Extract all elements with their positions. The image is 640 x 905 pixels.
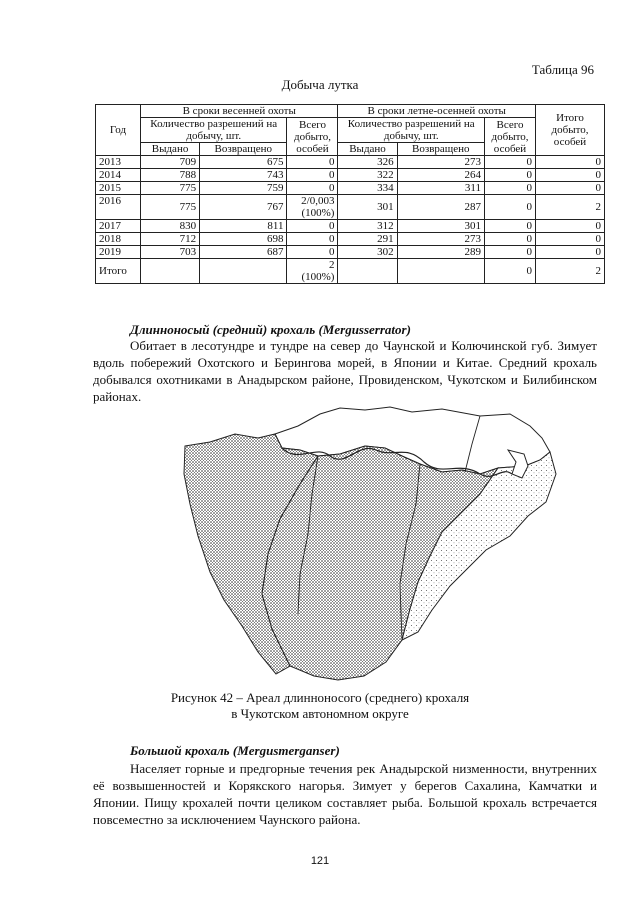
cell-spring-harvested: 0	[287, 156, 338, 169]
cell-spring-harvested	[287, 195, 338, 220]
figure-caption-line-2: в Чукотском автономном округе	[231, 706, 409, 721]
cell-autumn-harvested: 0	[485, 233, 536, 246]
figure-caption	[0, 690, 640, 722]
cell-spring-harvested: 0	[287, 182, 338, 195]
table-title: Добыча лутка	[281, 77, 359, 92]
cell-autumn-issued: 326	[338, 156, 397, 169]
col-header-spring: В сроки весенней охоты	[141, 105, 338, 118]
section-heading-common-merganser: Большой крохаль (Mergusmerganser)	[130, 743, 340, 758]
cell-spring-returned: 759	[200, 182, 287, 195]
cell-autumn-returned: 273	[397, 233, 484, 246]
paragraph-red-breasted-merganser: Обитает в лесотундре и тундре на север до Чаунской и Колючинской губ. Зимует вдоль побережий Охотского и Берингова морей, в Японии и Китае. Средний крохаль добывался охотниками в Анадырском районе, Провиденском, Чукотском и Билибинском районах.	[93, 338, 597, 404]
cell-autumn-returned: 287	[397, 195, 484, 220]
table-row	[96, 169, 605, 182]
cell-autumn-returned: 273	[397, 156, 484, 169]
cell-year: 2014	[96, 169, 141, 182]
cell-autumn-issued: 291	[338, 233, 397, 246]
cell-year: 2015	[96, 182, 141, 195]
col-header-spring-issued: Выдано	[141, 143, 200, 156]
cell-spring-returned: 675	[200, 156, 287, 169]
col-header-autumn-issued: Выдано	[338, 143, 397, 156]
col-header-autumn-permits: Количество разрешений на добычу, шт.	[338, 118, 485, 143]
col-header-autumn: В сроки летне-осенней охоты	[338, 105, 536, 118]
cell-autumn-issued: 312	[338, 220, 397, 233]
cell-autumn-issued: 334	[338, 182, 397, 195]
cell-autumn-returned: 311	[397, 182, 484, 195]
cell-year: 2016	[96, 195, 141, 220]
cell-spring-issued: 775	[141, 195, 200, 220]
cell-total: 0	[536, 182, 605, 195]
cell-year: 2017	[96, 220, 141, 233]
cell-spring-issued: 703	[141, 246, 200, 259]
cell-spring-harvested	[287, 259, 338, 284]
col-header-autumn-returned: Возвращено	[397, 143, 484, 156]
cell-spring-harvested-percent: (100%)	[301, 271, 335, 283]
cell-year: 2018	[96, 233, 141, 246]
cell-autumn-returned: 289	[397, 246, 484, 259]
table-row	[96, 233, 605, 246]
col-header-spring-permits: Количество разрешений на добычу, шт.	[141, 118, 287, 143]
cell-autumn-issued: 301	[338, 195, 397, 220]
cell-spring-returned: 767	[200, 195, 287, 220]
cell-spring-issued: 830	[141, 220, 200, 233]
cell-spring-issued: 775	[141, 182, 200, 195]
range-map	[180, 404, 560, 686]
cell-autumn-returned: 264	[397, 169, 484, 182]
cell-autumn-returned: 301	[397, 220, 484, 233]
cell-total: 0	[536, 233, 605, 246]
cell-spring-returned: 811	[200, 220, 287, 233]
cell-empty	[397, 259, 484, 284]
harvest-table	[95, 104, 605, 284]
cell-spring-issued: 712	[141, 233, 200, 246]
table-row	[96, 246, 605, 259]
cell-total: 0	[536, 246, 605, 259]
table-row	[96, 182, 605, 195]
cell-autumn-harvested: 0	[485, 195, 536, 220]
figure-caption-line-1: Рисунок 42 – Ареал длинноносого (среднего) крохаля	[170, 690, 470, 705]
cell-year: 2019	[96, 246, 141, 259]
col-header-autumn-harvested: Всего добыто, особей	[485, 118, 536, 156]
cell-spring-harvested: 0	[287, 246, 338, 259]
table-row	[96, 220, 605, 233]
cell-autumn-harvested: 0	[485, 169, 536, 182]
cell-spring-returned: 687	[200, 246, 287, 259]
page-number: 121	[310, 855, 330, 867]
cell-spring-harvested-value: 2	[328, 259, 335, 271]
cell-total: 0	[536, 169, 605, 182]
table-number-label: Таблица 96	[531, 62, 594, 77]
cell-empty	[200, 259, 287, 284]
cell-spring-harvested: 0	[287, 169, 338, 182]
cell-year: 2013	[96, 156, 141, 169]
cell-autumn-harvested: 0	[485, 220, 536, 233]
cell-total-label: Итого	[96, 259, 141, 284]
cell-total: 0	[536, 156, 605, 169]
cell-autumn-issued: 302	[338, 246, 397, 259]
cell-autumn-harvested: 0	[485, 182, 536, 195]
col-header-spring-harvested: Всего добыто, особей	[287, 118, 338, 156]
cell-autumn-harvested: 0	[485, 246, 536, 259]
table-total-row	[96, 259, 605, 284]
cell-autumn-harvested: 0	[485, 156, 536, 169]
cell-total: 2	[536, 195, 605, 220]
cell-autumn-issued: 322	[338, 169, 397, 182]
col-header-spring-returned: Возвращено	[200, 143, 287, 156]
cell-spring-issued: 788	[141, 169, 200, 182]
cell-spring-returned: 698	[200, 233, 287, 246]
col-header-year: Год	[96, 105, 141, 156]
cell-empty	[338, 259, 397, 284]
col-header-total: Итого добыто, особей	[536, 105, 605, 156]
cell-spring-returned: 743	[200, 169, 287, 182]
cell-total: 0	[536, 220, 605, 233]
cell-spring-harvested-percent: (100%)	[301, 207, 335, 219]
table-row	[96, 156, 605, 169]
cell-spring-harvested-value: 2/0,003	[301, 195, 335, 207]
paragraph-common-merganser: Населяет горные и предгорные течения рек Анадырской низменности, внутренних её возвышенностей и Корякского нагорья. Зимует у берегов Сахалина, Камчатки и Японии. Пищу крохалей почти целиком составляет рыба. Большой крохаль встречается повсеместно за исключением Чаунского района.	[93, 761, 597, 827]
cell-empty	[141, 259, 200, 284]
cell-spring-harvested: 0	[287, 220, 338, 233]
table-row	[96, 195, 605, 220]
cell-spring-harvested: 0	[287, 233, 338, 246]
cell-autumn-harvested: 0	[485, 259, 536, 284]
cell-spring-issued: 709	[141, 156, 200, 169]
cell-total: 2	[536, 259, 605, 284]
section-heading-red-breasted-merganser: Длинноносый (средний) крохаль (Mergusserrator)	[130, 322, 411, 337]
